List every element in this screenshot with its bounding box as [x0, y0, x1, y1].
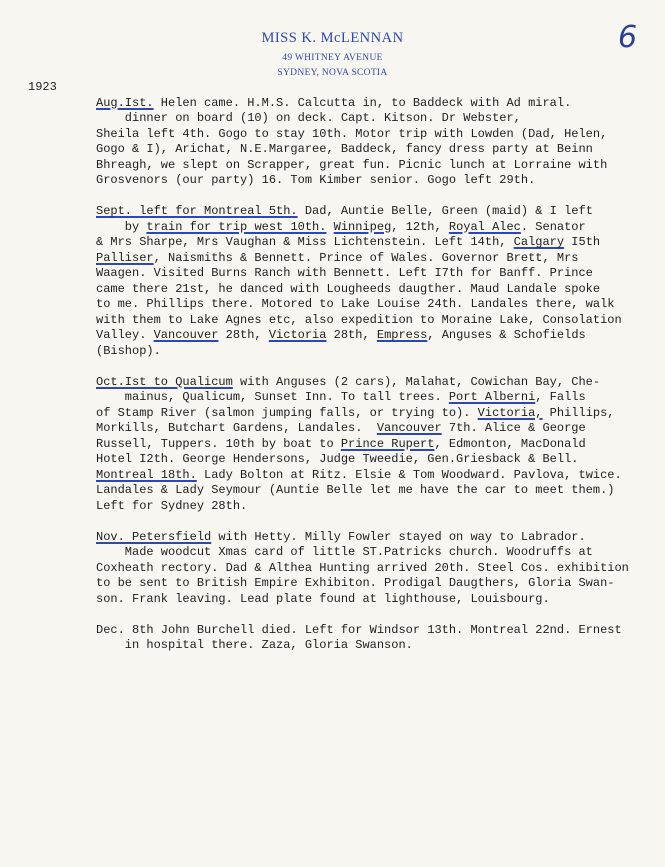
entry-december [96, 623, 664, 654]
text-span: , Anguses & Schofields [427, 328, 586, 342]
month-heading: Oct.Ist to Qualicum [96, 374, 233, 389]
place-underline: Empress [376, 328, 428, 342]
text-span: 28th, [218, 328, 269, 342]
letterhead-name: MISS K. McLENNAN [261, 30, 404, 46]
month-heading: Sept. left for Montreal 5th. [96, 204, 298, 218]
text-span: Phillips, [542, 405, 615, 420]
text-span: Valley. [96, 328, 154, 342]
text-span: by [96, 219, 147, 234]
text-line [96, 468, 664, 484]
month-heading: Aug.Ist. [96, 95, 154, 110]
text-span: mainus, Qualicum, Sunset Inn. To tall trees. [96, 390, 449, 404]
text-span: with Hetty. Milly Fowler stayed on way to Labrador. [211, 529, 586, 544]
text-line [96, 437, 664, 453]
text-line: Coxheath rectory. Dad & Althea Hunting arrived 20th. Steel Cos. exhibition [96, 560, 629, 575]
text-span [326, 220, 333, 234]
text-line [96, 406, 664, 422]
text-span: , 12th, [391, 219, 449, 234]
entry-september [96, 204, 664, 359]
entry-october [96, 375, 664, 515]
text-span: . Senator [520, 219, 586, 234]
text-line [96, 530, 664, 546]
text-line: Made woodcut Xmas card of little ST.Patricks church. Woodruffs at [96, 545, 593, 559]
text-line: dinner on board (10) on deck. Capt. Kitson. Dr Webster, [96, 111, 521, 125]
text-span: Morkills, Butchart Gardens, Landales. [96, 421, 377, 435]
entry-august [96, 96, 664, 189]
text-span: I5th [564, 235, 601, 249]
place-underline: Royal Alec [448, 219, 521, 234]
place-underline: Palliser [96, 250, 154, 265]
text-line [96, 251, 664, 267]
text-line [96, 235, 664, 251]
text-line [96, 220, 664, 236]
place-underline: Vancouver [153, 328, 219, 342]
year-label: 1923 [28, 80, 57, 94]
place-underline: Winnipeg [333, 219, 392, 234]
place-underline: Montreal 18th. [96, 467, 197, 482]
place-underline: Prince Rupert [340, 436, 435, 451]
text-line [96, 375, 664, 391]
text-line [96, 421, 664, 437]
text-span: with Anguses (2 cars), Malahat, Cowichan Bay, Che- [232, 374, 601, 389]
text-line: with them to Lake Agnes etc, also expedition to Moraine Lake, Consolation [96, 312, 622, 327]
text-line: (Bishop). [96, 343, 161, 358]
text-line: Sheila left 4th. Gogo to stay 10th. Motor trip with Lowden (Dad, Helen, [96, 126, 608, 141]
place-underline: Victoria [268, 328, 327, 342]
place-underline: train for trip west 10th. [146, 219, 327, 234]
entry-november [96, 530, 664, 608]
place-underline: Victoria, [477, 405, 543, 420]
letterhead-address-street: 49 WHITNEY AVENUE [282, 53, 383, 63]
page-number: 6 [618, 20, 638, 55]
diary-text [96, 80, 664, 669]
text-line: in hospital there. Zaza, Gloria Swanson. [96, 638, 413, 652]
text-line: Hotel I2th. George Hendersons, Judge Tweedie, Gen.Griesback & Bell. [96, 452, 579, 466]
place-underline: Calgary [513, 235, 565, 249]
text-line: Dec. 8th John Burchell died. Left for Windsor 13th. Montreal 22nd. Ernest [96, 622, 622, 637]
text-span: Dad, Auntie Belle, Green (maid) & I left [297, 204, 593, 218]
text-line: Bhreagh, we slept on Scrapper, great fun. Picnic lunch at Lorraine with [96, 157, 608, 172]
text-line: Landales & Lady Seymour (Auntie Belle let me have the car to meet them.) [96, 483, 615, 497]
text-span: of Stamp River (salmon jumping falls, or trying to). [96, 405, 478, 420]
text-line: son. Frank leaving. Lead plate found at lighthouse, Louisbourg. [96, 591, 550, 606]
place-underline: Port Alberni [448, 390, 536, 404]
letterhead-address-city: SYDNEY, NOVA SCOTIA [277, 68, 388, 78]
text-span: Helen came. H.M.S. Calcutta in, to Baddeck with Ad miral. [153, 95, 572, 110]
text-line: Waagen. Visited Burns Ranch with Bennett. Left I7th for Banff. Prince [96, 266, 593, 280]
text-line: to me. Phillips there. Motored to Lake Louise 24th. Landales there, walk [96, 297, 615, 311]
text-line: Grosvenors (our party) 16. Tom Kimber senior. Gogo left 29th. [96, 173, 536, 187]
text-line: Gogo & I), Arichat, N.E.Margaree, Baddeck, fancy dress party at Beinn [96, 142, 593, 156]
text-line: to be sent to British Empire Exhibiton. Prodigal Daugthers, Gloria Swan- [96, 576, 615, 590]
text-span: Lady Bolton at Ritz. Elsie & Tom Woodward. Pavlova, twice. [196, 467, 622, 482]
text-line: Left for Sydney 28th. [96, 498, 248, 513]
text-line [96, 96, 664, 112]
text-line [96, 204, 664, 220]
month-heading: Nov. Petersfield [96, 529, 212, 544]
text-span: 28th, [326, 328, 377, 342]
text-line [96, 328, 664, 344]
text-span: 7th. Alice & George [441, 421, 586, 435]
text-span: , Naismiths & Bennett. Prince of Wales. Governor Brett, Mrs [153, 250, 579, 265]
text-span: & Mrs Sharpe, Mrs Vaughan & Miss Lichtenstein. Left 14th, [96, 235, 514, 249]
place-underline: Vancouver [376, 421, 442, 435]
text-span: , Falls [535, 390, 586, 404]
text-line: came there 21st, he danced with Lougheeds daugther. Maud Landale spoke [96, 281, 601, 296]
text-span: Russell, Tuppers. 10th by boat to [96, 436, 341, 451]
text-line [96, 390, 664, 406]
text-span: , Edmonton, MacDonald [434, 436, 586, 451]
